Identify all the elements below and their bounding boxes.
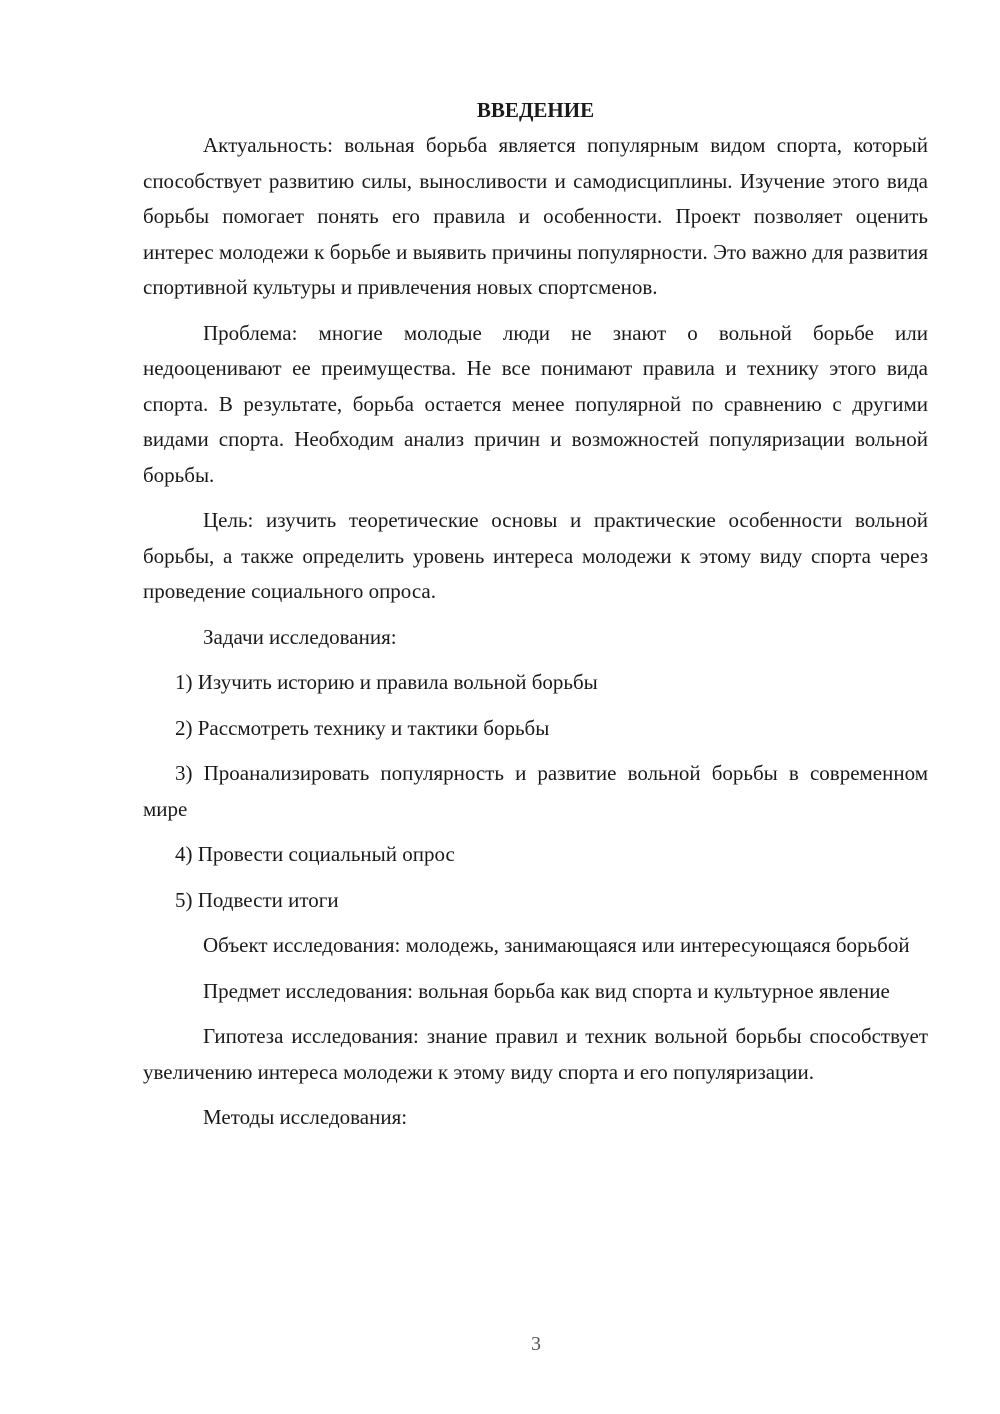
hypothesis-paragraph: Гипотеза исследования: знание правил и техник вольной борьбы способствует увеличению интереса молодежи к этому виду спорта и его популяризации. bbox=[143, 1024, 928, 1084]
page-number: 3 bbox=[531, 1333, 541, 1355]
task-item: 2) Рассмотреть технику и тактики борьбы bbox=[175, 715, 550, 740]
tasks-heading: Задачи исследования: bbox=[203, 624, 397, 649]
problem-paragraph: Проблема: многие молодые люди не знают о вольной борьбе или недооценивают ее преимущества. Не все понимают правила и технику этого вида спорта. В результате, борьба остается менее популярной по сравнению с другими видами спорта. Необходим анализ причин и возможностей популяризации вольной борьбы. bbox=[143, 320, 928, 487]
task-item: 1) Изучить историю и правила вольной борьбы bbox=[175, 670, 598, 694]
section-title: ВВЕДЕНИЕ bbox=[476, 98, 595, 122]
relevance-paragraph: Актуальность: вольная борьба является популярным видом спорта, который способствует развитию силы, выносливости и самодисциплины. Изучение этого вида борьбы помогает понять его правила и особенности. Проект позволяет оценить интерес молодежи к борьбе и выявить причины популярности. Это важно для развития спортивной культуры и привлечения новых спортсменов. bbox=[143, 133, 928, 299]
subject-paragraph: Предмет исследования: вольная борьба как вид спорта и культурное явление bbox=[203, 978, 890, 1003]
methods-heading: Методы исследования: bbox=[203, 1105, 408, 1129]
task-item: 3) Проанализировать популярность и развитие вольной борьбы в современном мире bbox=[143, 761, 928, 821]
task-item: 4) Провести социальный опрос bbox=[175, 842, 455, 866]
goal-paragraph: Цель: изучить теоретические основы и практические особенности вольной борьбы, а также определить уровень интереса молодежи к этому виду спорта через проведение социального опроса. bbox=[143, 508, 928, 603]
document-page bbox=[143, 92, 928, 1146]
task-item: 5) Подвести итоги bbox=[175, 887, 339, 912]
object-paragraph: Объект исследования: молодежь, занимающаяся или интересующаяся борьбой bbox=[203, 933, 910, 957]
